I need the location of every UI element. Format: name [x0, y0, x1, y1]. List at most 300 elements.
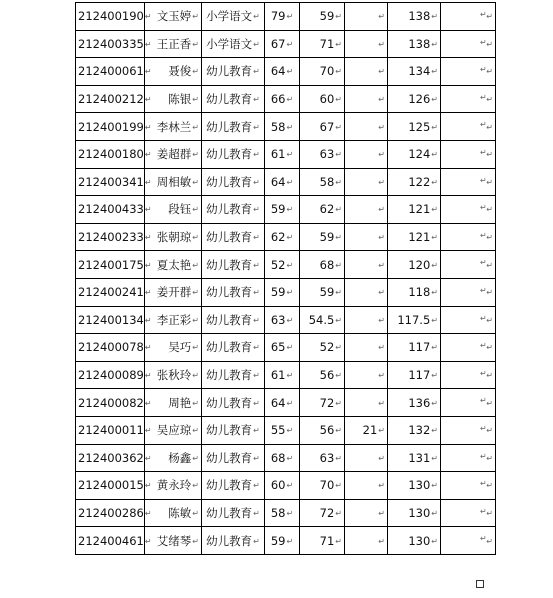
- cell-subject[interactable]: [202, 389, 265, 417]
- cell-total-text: 120: [408, 257, 431, 272]
- cell-name[interactable]: [145, 223, 202, 251]
- paragraph-mark-icon: ↵: [144, 122, 152, 132]
- cell-name[interactable]: [145, 113, 202, 141]
- paragraph-mark-icon: ↵: [286, 453, 294, 463]
- cell-score-3[interactable]: [345, 223, 388, 251]
- cell-subject[interactable]: [202, 140, 265, 168]
- cell-score-3[interactable]: [345, 140, 388, 168]
- cell-score-2-text: 67: [319, 119, 335, 134]
- cell-subject[interactable]: [202, 113, 265, 141]
- table-row: [76, 472, 496, 500]
- cell-student-id[interactable]: [76, 472, 152, 500]
- cell-score-3[interactable]: [345, 278, 388, 306]
- cell-score-1[interactable]: [265, 472, 300, 500]
- row-end-mark-icon: ↵: [480, 314, 487, 323]
- paragraph-mark-icon: ↵: [431, 260, 438, 270]
- cell-score-2[interactable]: [300, 361, 345, 389]
- cell-score-1[interactable]: [265, 3, 300, 31]
- cell-score-2-text: 70: [319, 64, 335, 79]
- cell-score-1[interactable]: [265, 306, 300, 334]
- cell-subject-text: 幼儿教育: [206, 395, 253, 410]
- cell-name[interactable]: [145, 334, 202, 362]
- cell-subject[interactable]: [202, 168, 265, 196]
- cell-name[interactable]: [145, 278, 202, 306]
- cell-score-2[interactable]: [300, 278, 345, 306]
- paragraph-mark-icon: ↵: [486, 122, 493, 132]
- paragraph-mark-icon: ↵: [192, 39, 199, 49]
- cell-score-1-text: 61: [270, 368, 286, 383]
- paragraph-mark-icon: ↵: [378, 260, 385, 270]
- cell-note[interactable]: [441, 499, 496, 527]
- cell-student-id-text: 212400286: [78, 505, 144, 520]
- cell-total[interactable]: [388, 85, 441, 113]
- cell-subject[interactable]: [202, 527, 265, 555]
- cell-score-2[interactable]: [300, 85, 345, 113]
- cell-score-2-text: 54.5: [308, 312, 335, 327]
- cell-student-id[interactable]: [76, 278, 152, 306]
- cell-name[interactable]: [145, 527, 202, 555]
- cell-name-text: 陈银: [168, 92, 192, 107]
- cell-name[interactable]: [145, 472, 202, 500]
- cell-total[interactable]: [388, 306, 441, 334]
- cell-name[interactable]: [145, 3, 202, 31]
- cell-note[interactable]: [441, 527, 496, 555]
- cell-name[interactable]: [145, 85, 202, 113]
- cell-subject-text: 幼儿教育: [206, 368, 253, 383]
- paragraph-mark-icon: ↵: [378, 508, 385, 518]
- cell-note[interactable]: [441, 416, 496, 444]
- cell-name[interactable]: [145, 196, 202, 224]
- cell-score-3[interactable]: [345, 416, 388, 444]
- table-row: [76, 499, 496, 527]
- cell-score-2-text: 59: [319, 285, 335, 300]
- cell-score-2[interactable]: [300, 527, 345, 555]
- cell-student-id[interactable]: [76, 196, 152, 224]
- cell-score-1[interactable]: [265, 334, 300, 362]
- cell-name[interactable]: [145, 168, 202, 196]
- cell-score-2[interactable]: [300, 416, 345, 444]
- cell-student-id[interactable]: [76, 58, 152, 86]
- cell-student-id-text: 212400089: [78, 368, 144, 383]
- cell-student-id[interactable]: [76, 389, 152, 417]
- paragraph-mark-icon: ↵: [486, 315, 493, 325]
- paragraph-mark-icon: ↵: [335, 205, 342, 215]
- cell-score-1[interactable]: [265, 140, 300, 168]
- cell-score-3[interactable]: [345, 389, 388, 417]
- cell-score-2[interactable]: [300, 140, 345, 168]
- cell-subject[interactable]: [202, 278, 265, 306]
- cell-score-3[interactable]: [345, 196, 388, 224]
- paragraph-mark-icon: ↵: [431, 315, 438, 325]
- cell-total[interactable]: [388, 444, 441, 472]
- cell-student-id[interactable]: [76, 30, 152, 58]
- cell-score-2-text: 58: [319, 174, 335, 189]
- paragraph-mark-icon: ↵: [253, 122, 260, 132]
- cell-name[interactable]: [145, 30, 202, 58]
- row-end-mark-icon: ↵: [480, 369, 487, 378]
- cell-student-id[interactable]: [76, 3, 152, 31]
- cell-student-id[interactable]: [76, 113, 152, 141]
- cell-score-2[interactable]: [300, 389, 345, 417]
- cell-subject[interactable]: [202, 58, 265, 86]
- cell-score-3[interactable]: [345, 527, 388, 555]
- cell-score-2[interactable]: [300, 251, 345, 279]
- cell-subject[interactable]: [202, 499, 265, 527]
- cell-subject-text: 幼儿教育: [206, 285, 253, 300]
- paragraph-mark-icon: ↵: [431, 95, 438, 105]
- row-end-mark-icon: ↵: [480, 341, 487, 350]
- paragraph-mark-icon: ↵: [286, 343, 294, 353]
- paragraph-mark-icon: ↵: [192, 150, 199, 160]
- cell-note[interactable]: [441, 223, 496, 251]
- cell-student-id[interactable]: [76, 499, 152, 527]
- paragraph-mark-icon: ↵: [335, 315, 342, 325]
- row-end-mark-icon: ↵: [480, 258, 487, 267]
- paragraph-mark-icon: ↵: [192, 122, 199, 132]
- cell-total[interactable]: [388, 196, 441, 224]
- cell-total-text: 138: [408, 36, 431, 51]
- cell-student-id-text: 212400433: [78, 202, 144, 217]
- paragraph-mark-icon: ↵: [378, 536, 385, 546]
- cell-subject-text: 幼儿教育: [206, 423, 253, 438]
- cell-total[interactable]: [388, 334, 441, 362]
- cell-student-id[interactable]: [76, 361, 152, 389]
- cell-total[interactable]: [388, 416, 441, 444]
- cell-note[interactable]: [441, 389, 496, 417]
- paragraph-mark-icon: ↵: [253, 205, 260, 215]
- paragraph-mark-icon: ↵: [486, 371, 493, 381]
- paragraph-mark-icon: ↵: [253, 315, 260, 325]
- cell-score-3[interactable]: [345, 472, 388, 500]
- paragraph-mark-icon: ↵: [192, 233, 199, 243]
- cell-total-text: 125: [408, 119, 431, 134]
- cell-name-text: 夏太艳: [156, 257, 192, 272]
- cell-score-3[interactable]: [345, 85, 388, 113]
- cell-score-3[interactable]: [345, 58, 388, 86]
- cell-score-2[interactable]: [300, 3, 345, 31]
- cell-total[interactable]: [388, 527, 441, 555]
- row-end-mark-icon: ↵: [480, 38, 487, 47]
- cell-total-text: 132: [408, 423, 431, 438]
- cell-score-1-text: 68: [270, 450, 286, 465]
- cell-score-1[interactable]: [265, 223, 300, 251]
- cell-subject[interactable]: [202, 334, 265, 362]
- row-end-mark-icon: ↵: [480, 148, 487, 157]
- cell-score-3[interactable]: [345, 251, 388, 279]
- paragraph-mark-icon: ↵: [253, 288, 260, 298]
- table-row: [76, 361, 496, 389]
- cell-name-text: 陈敏: [168, 505, 192, 520]
- cell-name[interactable]: [145, 58, 202, 86]
- cell-subject[interactable]: [202, 196, 265, 224]
- cell-name[interactable]: [145, 306, 202, 334]
- cell-subject-text: 幼儿教育: [206, 478, 253, 493]
- paragraph-mark-icon: ↵: [431, 12, 438, 22]
- cell-total[interactable]: [388, 278, 441, 306]
- cell-subject[interactable]: [202, 85, 265, 113]
- cell-subject[interactable]: [202, 472, 265, 500]
- cell-score-1-text: 59: [270, 533, 286, 548]
- cell-name-text: 姜开群: [156, 285, 192, 300]
- cell-student-id-text: 212400015: [78, 478, 144, 493]
- cell-note[interactable]: [441, 168, 496, 196]
- cell-score-3[interactable]: [345, 168, 388, 196]
- cell-score-2-text: 56: [319, 423, 335, 438]
- cell-score-3[interactable]: [345, 3, 388, 31]
- cell-note[interactable]: [441, 113, 496, 141]
- cell-student-id[interactable]: [76, 251, 152, 279]
- cell-student-id[interactable]: [76, 306, 152, 334]
- cell-student-id[interactable]: [76, 223, 152, 251]
- cell-student-id[interactable]: [76, 168, 152, 196]
- cell-subject[interactable]: [202, 223, 265, 251]
- cell-student-id[interactable]: [76, 334, 152, 362]
- table-row: [76, 416, 496, 444]
- paragraph-mark-icon: ↵: [192, 95, 199, 105]
- cell-score-3[interactable]: [345, 444, 388, 472]
- paragraph-mark-icon: ↵: [192, 67, 199, 77]
- cell-name[interactable]: [145, 140, 202, 168]
- cell-note[interactable]: [441, 3, 496, 31]
- cell-note[interactable]: [441, 140, 496, 168]
- paragraph-mark-icon: ↵: [431, 398, 438, 408]
- cell-name[interactable]: [145, 444, 202, 472]
- cell-score-2[interactable]: [300, 223, 345, 251]
- paragraph-mark-icon: ↵: [486, 508, 493, 518]
- cell-score-2[interactable]: [300, 30, 345, 58]
- cell-score-3[interactable]: [345, 306, 388, 334]
- cell-subject-text: 幼儿教育: [206, 64, 253, 79]
- cell-note[interactable]: [441, 278, 496, 306]
- cell-student-id[interactable]: [76, 416, 152, 444]
- table-row: [76, 113, 496, 141]
- cell-total-text: 130: [408, 505, 431, 520]
- cell-note[interactable]: [441, 85, 496, 113]
- cell-note[interactable]: [441, 472, 496, 500]
- paragraph-mark-icon: ↵: [144, 398, 152, 408]
- cell-total[interactable]: [388, 113, 441, 141]
- cell-score-1[interactable]: [265, 361, 300, 389]
- table-resize-handle[interactable]: [476, 580, 484, 588]
- cell-score-2[interactable]: [300, 306, 345, 334]
- paragraph-mark-icon: ↵: [335, 343, 342, 353]
- paragraph-mark-icon: ↵: [253, 371, 260, 381]
- cell-total[interactable]: [388, 251, 441, 279]
- cell-total[interactable]: [388, 389, 441, 417]
- cell-score-1[interactable]: [265, 30, 300, 58]
- cell-score-1-text: 55: [270, 423, 286, 438]
- cell-name[interactable]: [145, 499, 202, 527]
- cell-score-2[interactable]: [300, 334, 345, 362]
- cell-score-2[interactable]: [300, 58, 345, 86]
- cell-score-1[interactable]: [265, 389, 300, 417]
- cell-score-2[interactable]: [300, 196, 345, 224]
- cell-subject-text: 小学语文: [206, 9, 253, 24]
- paragraph-mark-icon: ↵: [335, 260, 342, 270]
- cell-subject[interactable]: [202, 3, 265, 31]
- cell-student-id-text: 212400078: [78, 340, 144, 355]
- cell-score-1[interactable]: [265, 58, 300, 86]
- cell-score-3-text: 21: [362, 423, 378, 438]
- paragraph-mark-icon: ↵: [335, 150, 342, 160]
- cell-total[interactable]: [388, 58, 441, 86]
- cell-score-2[interactable]: [300, 168, 345, 196]
- cell-score-2[interactable]: [300, 499, 345, 527]
- table-row: [76, 306, 496, 334]
- paragraph-mark-icon: ↵: [486, 536, 493, 546]
- row-end-mark-icon: ↵: [480, 424, 487, 433]
- cell-student-id[interactable]: [76, 140, 152, 168]
- cell-score-1[interactable]: [265, 196, 300, 224]
- cell-subject[interactable]: [202, 361, 265, 389]
- paragraph-mark-icon: ↵: [431, 177, 438, 187]
- paragraph-mark-icon: ↵: [431, 122, 438, 132]
- cell-score-2[interactable]: [300, 444, 345, 472]
- paragraph-mark-icon: ↵: [192, 398, 199, 408]
- cell-total[interactable]: [388, 499, 441, 527]
- cell-score-2-text: 68: [319, 257, 335, 272]
- cell-subject[interactable]: [202, 251, 265, 279]
- cell-score-3[interactable]: [345, 113, 388, 141]
- cell-subject[interactable]: [202, 416, 265, 444]
- paragraph-mark-icon: ↵: [144, 67, 152, 77]
- cell-subject[interactable]: [202, 30, 265, 58]
- paragraph-mark-icon: ↵: [378, 205, 385, 215]
- cell-name-text: 姜超群: [156, 147, 192, 162]
- cell-score-1-text: 67: [270, 36, 286, 51]
- cell-score-1[interactable]: [265, 416, 300, 444]
- paragraph-mark-icon: ↵: [253, 453, 260, 463]
- paragraph-mark-icon: ↵: [253, 67, 260, 77]
- paragraph-mark-icon: ↵: [253, 233, 260, 243]
- cell-student-id-text: 212400341: [78, 174, 144, 189]
- cell-name-text: 吴巧: [168, 340, 192, 355]
- cell-note[interactable]: [441, 251, 496, 279]
- cell-score-1-text: 64: [270, 395, 286, 410]
- cell-student-id-text: 212400061: [78, 64, 144, 79]
- cell-total[interactable]: [388, 223, 441, 251]
- cell-score-2[interactable]: [300, 113, 345, 141]
- cell-score-2-text: 52: [319, 340, 335, 355]
- paragraph-mark-icon: ↵: [335, 481, 342, 491]
- cell-total-text: 126: [408, 92, 431, 107]
- cell-score-3[interactable]: [345, 361, 388, 389]
- table-row: [76, 140, 496, 168]
- paragraph-mark-icon: ↵: [144, 481, 152, 491]
- cell-note[interactable]: [441, 306, 496, 334]
- cell-student-id[interactable]: [76, 527, 152, 555]
- cell-name[interactable]: [145, 416, 202, 444]
- cell-name-text: 杨鑫: [168, 450, 192, 465]
- cell-score-3[interactable]: [345, 334, 388, 362]
- paragraph-mark-icon: ↵: [253, 398, 260, 408]
- paragraph-mark-icon: ↵: [192, 481, 199, 491]
- cell-score-1[interactable]: [265, 168, 300, 196]
- cell-score-1[interactable]: [265, 499, 300, 527]
- cell-score-1[interactable]: [265, 278, 300, 306]
- cell-name[interactable]: [145, 251, 202, 279]
- cell-total-text: 130: [408, 533, 431, 548]
- paragraph-mark-icon: ↵: [486, 260, 493, 270]
- cell-subject[interactable]: [202, 306, 265, 334]
- paragraph-mark-icon: ↵: [144, 371, 152, 381]
- paragraph-mark-icon: ↵: [192, 343, 199, 353]
- cell-subject-text: 幼儿教育: [206, 202, 253, 217]
- paragraph-mark-icon: ↵: [286, 122, 294, 132]
- cell-score-2-text: 63: [319, 450, 335, 465]
- cell-total[interactable]: [388, 3, 441, 31]
- cell-note[interactable]: [441, 334, 496, 362]
- cell-score-3[interactable]: [345, 499, 388, 527]
- cell-total[interactable]: [388, 168, 441, 196]
- cell-total[interactable]: [388, 361, 441, 389]
- paragraph-mark-icon: ↵: [253, 260, 260, 270]
- paragraph-mark-icon: ↵: [431, 453, 438, 463]
- cell-note[interactable]: [441, 58, 496, 86]
- cell-score-1-text: 59: [270, 285, 286, 300]
- cell-name-text: 王正香: [156, 36, 192, 51]
- cell-name[interactable]: [145, 361, 202, 389]
- cell-note[interactable]: [441, 196, 496, 224]
- cell-subject[interactable]: [202, 444, 265, 472]
- cell-total[interactable]: [388, 140, 441, 168]
- cell-score-1-text: 60: [270, 478, 286, 493]
- paragraph-mark-icon: ↵: [431, 67, 438, 77]
- cell-note[interactable]: [441, 30, 496, 58]
- paragraph-mark-icon: ↵: [192, 315, 199, 325]
- paragraph-mark-icon: ↵: [192, 453, 199, 463]
- paragraph-mark-icon: ↵: [486, 67, 493, 77]
- cell-score-1[interactable]: [265, 85, 300, 113]
- cell-name[interactable]: [145, 389, 202, 417]
- cell-name-text: 段钰: [168, 202, 192, 217]
- row-end-mark-icon: ↵: [480, 65, 487, 74]
- cell-score-3[interactable]: [345, 30, 388, 58]
- cell-subject-text: 幼儿教育: [206, 505, 253, 520]
- cell-score-1[interactable]: [265, 251, 300, 279]
- paragraph-mark-icon: ↵: [144, 260, 152, 270]
- cell-total[interactable]: [388, 30, 441, 58]
- cell-total[interactable]: [388, 472, 441, 500]
- paragraph-mark-icon: ↵: [335, 536, 342, 546]
- cell-score-2-text: 63: [319, 147, 335, 162]
- cell-student-id[interactable]: [76, 85, 152, 113]
- cell-score-2[interactable]: [300, 472, 345, 500]
- cell-student-id[interactable]: [76, 444, 152, 472]
- paragraph-mark-icon: ↵: [486, 205, 493, 215]
- cell-score-1[interactable]: [265, 444, 300, 472]
- cell-note[interactable]: [441, 361, 496, 389]
- paragraph-mark-icon: ↵: [144, 453, 152, 463]
- cell-score-1[interactable]: [265, 527, 300, 555]
- cell-score-2-text: 72: [319, 505, 335, 520]
- paragraph-mark-icon: ↵: [486, 481, 493, 491]
- cell-name-text: 周艳: [168, 395, 192, 410]
- cell-note[interactable]: [441, 444, 496, 472]
- paragraph-mark-icon: ↵: [431, 536, 438, 546]
- cell-name-text: 文玉婷: [156, 9, 192, 24]
- paragraph-mark-icon: ↵: [192, 12, 199, 22]
- paragraph-mark-icon: ↵: [486, 12, 493, 22]
- table-row: [76, 389, 496, 417]
- cell-score-1[interactable]: [265, 113, 300, 141]
- paragraph-mark-icon: ↵: [378, 371, 385, 381]
- paragraph-mark-icon: ↵: [253, 481, 260, 491]
- paragraph-mark-icon: ↵: [378, 233, 385, 243]
- paragraph-mark-icon: ↵: [192, 177, 199, 187]
- paragraph-mark-icon: ↵: [486, 150, 493, 160]
- paragraph-mark-icon: ↵: [286, 536, 294, 546]
